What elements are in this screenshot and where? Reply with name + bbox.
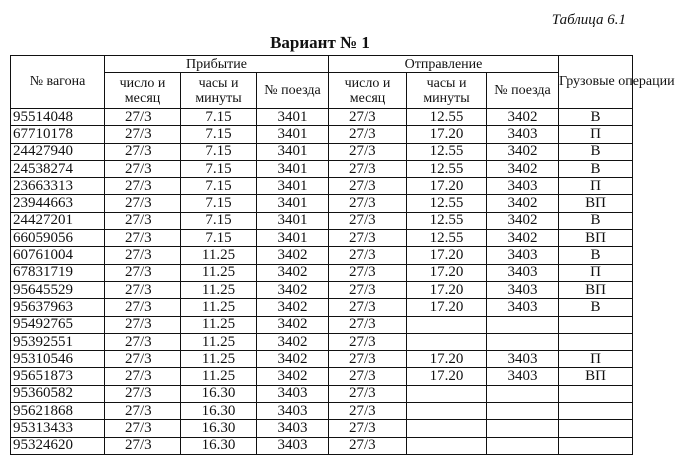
cell-departure-train: 3402 xyxy=(487,143,559,160)
cell-cargo-operation: П xyxy=(559,351,633,368)
table-row xyxy=(11,316,633,333)
page-title: Вариант № 1 xyxy=(270,33,370,52)
cell-cargo-operation xyxy=(559,403,633,420)
cell-departure-date: 27/3 xyxy=(329,143,407,160)
cell-cargo-operation xyxy=(559,385,633,402)
table-row xyxy=(11,385,633,402)
cell-cargo-operation: В xyxy=(559,247,633,264)
cell-wagon-number: 95645529 xyxy=(11,281,105,298)
cell-wagon-number: 95637963 xyxy=(11,299,105,316)
table-row xyxy=(11,299,633,316)
cell-departure-train: 3403 xyxy=(487,264,559,281)
cell-arrival-date: 27/3 xyxy=(105,437,181,454)
header-cargo: Грузовые операции xyxy=(559,56,633,109)
table-row xyxy=(11,143,633,160)
cell-departure-time: 12.55 xyxy=(407,160,487,177)
header-arrival-date: число и месяц xyxy=(105,73,181,109)
cell-wagon-number: 60761004 xyxy=(11,247,105,264)
cell-cargo-operation xyxy=(559,333,633,350)
cell-arrival-time: 7.15 xyxy=(181,109,257,126)
cell-arrival-time: 7.15 xyxy=(181,160,257,177)
cell-departure-train: 3403 xyxy=(487,351,559,368)
cell-wagon-number: 66059056 xyxy=(11,230,105,247)
table-row xyxy=(11,281,633,298)
table-row xyxy=(11,368,633,385)
cell-cargo-operation: ВП xyxy=(559,281,633,298)
cell-departure-train: 3402 xyxy=(487,212,559,229)
cell-arrival-date: 27/3 xyxy=(105,264,181,281)
cell-departure-time xyxy=(407,385,487,402)
cell-departure-time: 17.20 xyxy=(407,126,487,143)
header-wagon: № вагона xyxy=(11,56,105,109)
cell-arrival-train: 3401 xyxy=(257,126,329,143)
cell-departure-date: 27/3 xyxy=(329,247,407,264)
cell-cargo-operation: В xyxy=(559,299,633,316)
cell-arrival-date: 27/3 xyxy=(105,316,181,333)
cell-wagon-number: 24427201 xyxy=(11,212,105,229)
cell-departure-train: 3403 xyxy=(487,178,559,195)
cell-arrival-train: 3402 xyxy=(257,316,329,333)
cell-arrival-time: 11.25 xyxy=(181,264,257,281)
table-row xyxy=(11,230,633,247)
cell-arrival-train: 3402 xyxy=(257,299,329,316)
cell-wagon-number: 24538274 xyxy=(11,160,105,177)
cell-cargo-operation: П xyxy=(559,264,633,281)
cell-cargo-operation: ВП xyxy=(559,195,633,212)
cell-departure-train: 3403 xyxy=(487,247,559,264)
table-row xyxy=(11,420,633,437)
cell-wagon-number: 67831719 xyxy=(11,264,105,281)
cell-arrival-time: 16.30 xyxy=(181,385,257,402)
cell-arrival-time: 11.25 xyxy=(181,281,257,298)
cell-arrival-train: 3403 xyxy=(257,385,329,402)
cell-arrival-date: 27/3 xyxy=(105,299,181,316)
cell-departure-train xyxy=(487,403,559,420)
cell-departure-time: 12.55 xyxy=(407,143,487,160)
cell-departure-date: 27/3 xyxy=(329,264,407,281)
cell-cargo-operation xyxy=(559,316,633,333)
cell-departure-train: 3402 xyxy=(487,230,559,247)
cell-wagon-number: 23663313 xyxy=(11,178,105,195)
cell-arrival-date: 27/3 xyxy=(105,126,181,143)
cell-departure-time: 12.55 xyxy=(407,195,487,212)
cell-departure-train xyxy=(487,385,559,402)
cell-arrival-train: 3401 xyxy=(257,195,329,212)
cell-departure-date: 27/3 xyxy=(329,160,407,177)
cell-arrival-date: 27/3 xyxy=(105,281,181,298)
cell-departure-train: 3403 xyxy=(487,299,559,316)
cell-departure-date: 27/3 xyxy=(329,109,407,126)
cell-departure-date: 27/3 xyxy=(329,195,407,212)
cell-departure-date: 27/3 xyxy=(329,316,407,333)
cell-departure-time: 12.55 xyxy=(407,109,487,126)
cell-arrival-time: 7.15 xyxy=(181,178,257,195)
cell-departure-date: 27/3 xyxy=(329,385,407,402)
cell-arrival-train: 3402 xyxy=(257,368,329,385)
cell-arrival-date: 27/3 xyxy=(105,385,181,402)
cell-cargo-operation: В xyxy=(559,212,633,229)
cell-departure-date: 27/3 xyxy=(329,368,407,385)
cell-departure-time xyxy=(407,316,487,333)
cell-departure-train: 3402 xyxy=(487,109,559,126)
cell-arrival-date: 27/3 xyxy=(105,368,181,385)
cell-departure-date: 27/3 xyxy=(329,281,407,298)
cell-departure-train: 3402 xyxy=(487,160,559,177)
cell-departure-time: 17.20 xyxy=(407,281,487,298)
cell-departure-time xyxy=(407,420,487,437)
cell-wagon-number: 95360582 xyxy=(11,385,105,402)
cell-departure-date: 27/3 xyxy=(329,299,407,316)
header-arrival-train: № поезда xyxy=(257,73,329,109)
cell-arrival-time: 11.25 xyxy=(181,247,257,264)
cell-cargo-operation xyxy=(559,437,633,454)
cell-arrival-time: 7.15 xyxy=(181,126,257,143)
table-row xyxy=(11,333,633,350)
cell-departure-date: 27/3 xyxy=(329,212,407,229)
cell-arrival-train: 3402 xyxy=(257,281,329,298)
cell-arrival-date: 27/3 xyxy=(105,109,181,126)
cell-departure-time xyxy=(407,333,487,350)
cell-wagon-number: 67710178 xyxy=(11,126,105,143)
cell-arrival-train: 3401 xyxy=(257,160,329,177)
cell-arrival-date: 27/3 xyxy=(105,178,181,195)
cell-arrival-train: 3402 xyxy=(257,264,329,281)
header-departure-train: № поезда xyxy=(487,73,559,109)
cell-arrival-time: 11.25 xyxy=(181,333,257,350)
cell-cargo-operation: П xyxy=(559,126,633,143)
cell-wagon-number: 95313433 xyxy=(11,420,105,437)
cell-arrival-train: 3401 xyxy=(257,212,329,229)
cell-departure-train xyxy=(487,420,559,437)
schedule-table xyxy=(10,55,675,455)
cell-arrival-train: 3402 xyxy=(257,333,329,350)
cell-departure-time: 12.55 xyxy=(407,230,487,247)
cell-arrival-date: 27/3 xyxy=(105,143,181,160)
cell-arrival-time: 11.25 xyxy=(181,299,257,316)
table-row xyxy=(11,351,633,368)
cell-departure-date: 27/3 xyxy=(329,178,407,195)
header-arrival: Прибытие xyxy=(105,56,329,73)
cell-departure-date: 27/3 xyxy=(329,333,407,350)
table-body xyxy=(11,109,633,455)
cell-departure-time xyxy=(407,437,487,454)
cell-cargo-operation xyxy=(559,420,633,437)
cell-wagon-number: 95492765 xyxy=(11,316,105,333)
cell-departure-date: 27/3 xyxy=(329,230,407,247)
cell-wagon-number: 95651873 xyxy=(11,368,105,385)
cell-arrival-time: 7.15 xyxy=(181,143,257,160)
cell-cargo-operation: ВП xyxy=(559,368,633,385)
cell-departure-train: 3403 xyxy=(487,281,559,298)
cell-departure-date: 27/3 xyxy=(329,403,407,420)
cell-arrival-train: 3402 xyxy=(257,247,329,264)
table-row xyxy=(11,195,633,212)
cell-arrival-date: 27/3 xyxy=(105,420,181,437)
cell-cargo-operation: В xyxy=(559,109,633,126)
cell-arrival-train: 3401 xyxy=(257,143,329,160)
cell-arrival-train: 3401 xyxy=(257,178,329,195)
cell-arrival-date: 27/3 xyxy=(105,212,181,229)
cell-arrival-train: 3403 xyxy=(257,420,329,437)
cell-departure-time: 17.20 xyxy=(407,351,487,368)
cell-departure-time: 17.20 xyxy=(407,299,487,316)
table-row xyxy=(11,160,633,177)
cell-cargo-operation: В xyxy=(559,160,633,177)
cell-arrival-time: 11.25 xyxy=(181,368,257,385)
cell-wagon-number: 95310546 xyxy=(11,351,105,368)
cell-arrival-train: 3403 xyxy=(257,403,329,420)
cell-arrival-train: 3403 xyxy=(257,437,329,454)
cell-departure-time: 17.20 xyxy=(407,178,487,195)
cell-arrival-time: 16.30 xyxy=(181,403,257,420)
header-departure-date: число и месяц xyxy=(329,73,407,109)
cell-departure-date: 27/3 xyxy=(329,437,407,454)
cell-departure-train xyxy=(487,437,559,454)
cell-departure-train xyxy=(487,316,559,333)
cell-arrival-time: 7.15 xyxy=(181,195,257,212)
cell-arrival-train: 3401 xyxy=(257,230,329,247)
table-row xyxy=(11,178,633,195)
cell-wagon-number: 95392551 xyxy=(11,333,105,350)
cell-arrival-date: 27/3 xyxy=(105,230,181,247)
cell-wagon-number: 24427940 xyxy=(11,143,105,160)
cell-wagon-number: 23944663 xyxy=(11,195,105,212)
cell-departure-time: 17.20 xyxy=(407,247,487,264)
cell-wagon-number: 95514048 xyxy=(11,109,105,126)
table-row xyxy=(11,247,633,264)
table-row xyxy=(11,264,633,281)
cell-departure-time: 12.55 xyxy=(407,212,487,229)
cell-arrival-time: 16.30 xyxy=(181,437,257,454)
cell-wagon-number: 95324620 xyxy=(11,437,105,454)
cell-cargo-operation: ВП xyxy=(559,230,633,247)
cell-arrival-time: 16.30 xyxy=(181,420,257,437)
cell-arrival-date: 27/3 xyxy=(105,403,181,420)
cell-departure-date: 27/3 xyxy=(329,420,407,437)
cell-arrival-time: 7.15 xyxy=(181,212,257,229)
cell-departure-train: 3403 xyxy=(487,368,559,385)
cell-arrival-time: 11.25 xyxy=(181,316,257,333)
cell-cargo-operation: В xyxy=(559,143,633,160)
cell-departure-time xyxy=(407,403,487,420)
header-departure: Отправление xyxy=(329,56,559,73)
cell-departure-date: 27/3 xyxy=(329,126,407,143)
cell-arrival-date: 27/3 xyxy=(105,333,181,350)
cell-departure-train: 3402 xyxy=(487,195,559,212)
table-row xyxy=(11,403,633,420)
cell-departure-date: 27/3 xyxy=(329,351,407,368)
table-row xyxy=(11,109,633,126)
cell-arrival-date: 27/3 xyxy=(105,160,181,177)
cell-arrival-date: 27/3 xyxy=(105,247,181,264)
cell-departure-time: 17.20 xyxy=(407,264,487,281)
cell-arrival-time: 11.25 xyxy=(181,351,257,368)
cell-departure-train xyxy=(487,333,559,350)
table-row xyxy=(11,212,633,229)
cell-arrival-date: 27/3 xyxy=(105,351,181,368)
table-row xyxy=(11,437,633,454)
cell-cargo-operation: П xyxy=(559,178,633,195)
cell-arrival-time: 7.15 xyxy=(181,230,257,247)
cell-departure-train: 3403 xyxy=(487,126,559,143)
cell-wagon-number: 95621868 xyxy=(11,403,105,420)
cell-arrival-date: 27/3 xyxy=(105,195,181,212)
header-departure-time: часы и минуты xyxy=(407,73,487,109)
cell-arrival-train: 3401 xyxy=(257,109,329,126)
cell-arrival-train: 3402 xyxy=(257,351,329,368)
table-caption: Таблица 6.1 xyxy=(551,12,626,28)
cell-departure-time: 17.20 xyxy=(407,368,487,385)
table-row xyxy=(11,126,633,143)
header-arrival-time: часы и минуты xyxy=(181,73,257,109)
